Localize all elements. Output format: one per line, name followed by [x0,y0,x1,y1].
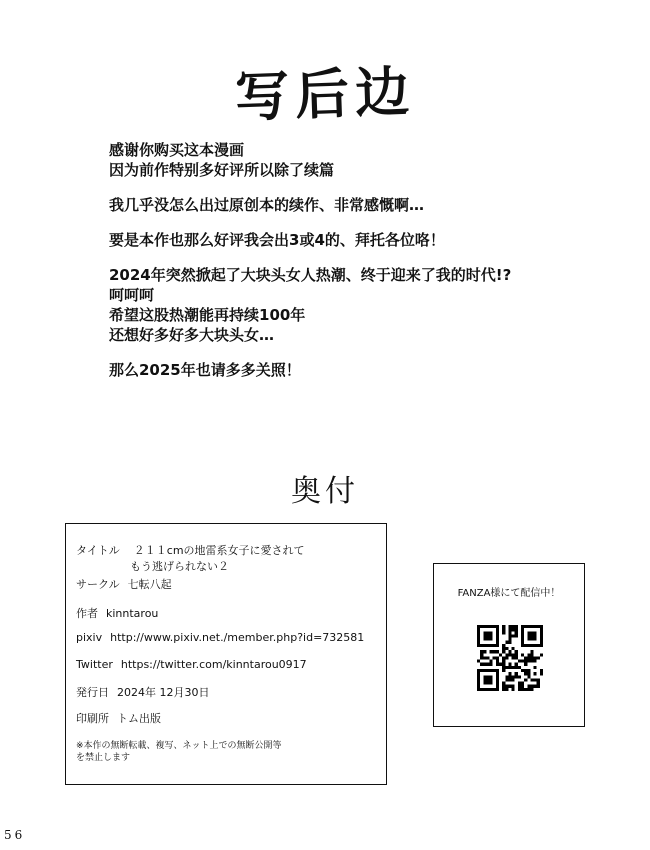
copyright-note [76,740,282,764]
title-label: タイトル [76,544,120,557]
author-row [76,605,158,621]
circle-row [76,576,172,592]
afterword-line: 我几乎没怎么出过原创本的续作、非常感慨啊… [109,196,425,214]
colophon-box [65,523,387,785]
afterword-title: 写后边 [234,58,417,130]
date-row [76,684,210,700]
twitter-row [76,658,307,671]
note-line-2: を禁止します [76,753,131,763]
paragraph-gap [109,250,629,265]
afterword-line: 那么2025年也请多多关照！ [109,361,301,379]
circle-label: サークル [76,578,120,591]
note-line-1: ※本作の無断転載、複写、ネット上での無断公開等 [76,741,282,751]
printer-row [76,710,161,726]
title-value-line2: もう逃げられない２ [130,560,229,573]
afterword-line: 2024年突然掀起了大块头女人热潮、终于迎来了我的时代!? [109,266,512,284]
afterword-text [109,140,629,380]
circle-value: 七転八起 [127,578,172,591]
page-number: 56 [4,828,26,842]
title-row [76,542,305,558]
twitter-link[interactable]: https://twitter.com/kinntarou0917 [120,658,307,671]
printer-value: トム出版 [117,712,161,725]
author-value: kinntarou [106,607,159,620]
date-label: 発行日 [76,686,109,699]
colophon-heading: 奥付 [291,474,359,509]
pixiv-label: pixiv [76,631,103,644]
fanza-text: FANZA様にて配信中！ [457,588,561,599]
afterword-line: 要是本作也那么好评我会出3或4的、拜托各位咯！ [109,231,445,249]
qr-code-icon[interactable] [477,625,543,691]
paragraph-gap [109,215,629,230]
title-value-line1: ２１１cmの地雷系女子に愛されて [133,544,305,557]
afterword-line: 呵呵呵 [109,286,155,304]
afterword-line: 感谢你购买这本漫画 [109,141,245,159]
afterword-line: 还想好多好多大块头女… [109,326,275,344]
fanza-box [433,563,585,727]
printer-label: 印刷所 [76,712,109,725]
pixiv-link[interactable]: http://www.pixiv.net./member.php?id=732581 [110,631,365,644]
date-value: 2024年 12月30日 [117,686,210,699]
twitter-label: Twitter [76,658,113,671]
afterword-line: 希望这股热潮能再持续100年 [109,306,306,324]
author-label: 作者 [76,607,98,620]
pixiv-row [76,631,364,644]
paragraph-gap [109,180,629,195]
afterword-line: 因为前作特别多好评所以除了续篇 [109,161,335,179]
paragraph-gap [109,345,629,360]
